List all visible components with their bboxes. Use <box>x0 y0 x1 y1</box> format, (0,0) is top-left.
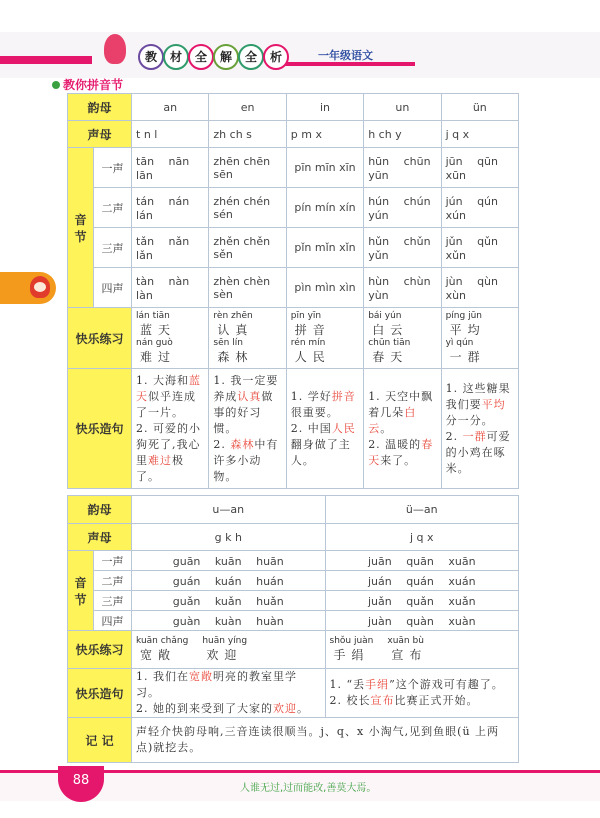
highlight-word: 宣布 <box>370 694 395 707</box>
table-row <box>68 524 519 551</box>
highlight-word: 认真 <box>237 389 262 403</box>
tone-label: 二声 <box>94 571 132 591</box>
syllable-cell: hǔn chǔn yǔn <box>364 228 441 268</box>
pinyin-table-2 <box>67 495 519 763</box>
yunmu-cell: in <box>286 94 363 121</box>
syllable-cell: hùn chùn yùn <box>364 268 441 308</box>
highlight-word: 春天 <box>368 437 434 467</box>
practice-word: kuān chǎng 宽敞 <box>136 636 189 662</box>
highlight-word: 人民 <box>331 421 356 435</box>
title-char-badge: 全 <box>238 44 264 70</box>
title-char-badge: 材 <box>163 44 189 70</box>
practice-word: chūn tiān 春天 <box>368 338 411 364</box>
syllable-cell: zhén chén sén <box>209 188 286 228</box>
practice-word: huān yíng 欢迎 <box>202 636 248 662</box>
practice-cell <box>364 308 441 369</box>
header-left-bar <box>0 56 92 64</box>
syllable-cell: zhěn chěn sěn <box>209 228 286 268</box>
table-row <box>68 148 519 188</box>
label-shengmu: 声母 <box>68 121 132 148</box>
tone-label: 四声 <box>94 611 132 631</box>
syllable-cell: jūn qūn xūn <box>441 148 518 188</box>
footer-motto: 人谁无过,过而能改,善莫大焉。 <box>240 783 377 794</box>
practice-word: pīn yīn 拼音 <box>290 311 331 337</box>
label-remember: 记 记 <box>68 718 132 763</box>
page-number: 88 <box>58 766 104 802</box>
tone-label: 二声 <box>94 188 132 228</box>
bullet-dot-icon <box>52 81 60 89</box>
label-practice: 快乐练习 <box>68 308 132 369</box>
shengmu-cell: h ch y <box>364 121 441 148</box>
practice-cell <box>325 631 519 669</box>
label-yinjie: 音 节 <box>68 148 94 308</box>
practice-word: shǒu juàn 手绢 <box>329 636 374 662</box>
syllable-cell: guán kuán huán <box>132 571 325 591</box>
highlight-word: 白云 <box>368 405 417 435</box>
table-row <box>68 551 519 571</box>
tone-label: 一声 <box>94 551 132 571</box>
practice-word: rèn zhēn 认真 <box>213 311 254 337</box>
practice-cell <box>132 308 209 369</box>
table-row <box>68 611 519 631</box>
table-row <box>68 591 519 611</box>
label-shengmu: 声母 <box>68 524 132 551</box>
label-sentences: 快乐造句 <box>68 669 132 718</box>
sentence-cell: 1. 大海和蓝天似乎连成了一片。 2. 可爱的小狗死了,我心里难过极了。 <box>132 369 209 489</box>
section-title <box>52 76 123 93</box>
practice-cell <box>286 308 363 369</box>
practice-word: bái yún 白云 <box>368 311 409 337</box>
highlight-word: 平均 <box>481 397 506 411</box>
table-row <box>68 121 519 148</box>
table-row <box>68 228 519 268</box>
tone-label: 四声 <box>94 268 132 308</box>
table-row <box>68 669 519 718</box>
yunmu-cell: un <box>364 94 441 121</box>
practice-word: xuān bù 宣布 <box>387 636 428 662</box>
syllable-cell: hūn chūn yūn <box>364 148 441 188</box>
shengmu-cell: g k h <box>132 524 325 551</box>
syllable-cell: jǔn qǔn xǔn <box>441 228 518 268</box>
shengmu-cell: p m x <box>286 121 363 148</box>
syllable-cell: tān nān lān <box>132 148 209 188</box>
syllable-cell: zhēn chēn sēn <box>209 148 286 188</box>
syllable-cell: juān quān xuān <box>325 551 519 571</box>
yunmu-cell: an <box>132 94 209 121</box>
yunmu-cell: u—an <box>132 496 325 524</box>
table-row <box>68 268 519 308</box>
table-row <box>68 188 519 228</box>
syllable-cell: guān kuān huān <box>132 551 325 571</box>
shengmu-cell: zh ch s <box>209 121 286 148</box>
syllable-cell: tán nán lán <box>132 188 209 228</box>
syllable-cell: guàn kuàn huàn <box>132 611 325 631</box>
yunmu-cell: en <box>209 94 286 121</box>
table-row <box>68 94 519 121</box>
syllable-cell: jùn qùn xùn <box>441 268 518 308</box>
practice-word: lán tiān 蓝天 <box>136 311 177 337</box>
practice-word: sēn lín 森林 <box>213 338 254 364</box>
practice-cell <box>441 308 518 369</box>
highlight-word: 宽敞 <box>189 670 214 683</box>
tone-label: 三声 <box>94 228 132 268</box>
highlight-word: 拼音 <box>331 389 356 403</box>
syllable-cell: pǐn mǐn xǐn <box>286 228 363 268</box>
highlight-word: 一群 <box>462 429 487 443</box>
syllable-cell: tàn nàn làn <box>132 268 209 308</box>
side-tab <box>0 272 56 304</box>
table-row <box>68 369 519 489</box>
table-row <box>68 571 519 591</box>
highlight-word: 森林 <box>230 437 255 451</box>
sentence-cell: 1. 天空中飘着几朵白云。 2. 温暖的春天来了。 <box>364 369 441 489</box>
label-yinjie: 音 节 <box>68 551 94 631</box>
practice-cell <box>209 308 286 369</box>
title-char-badge: 教 <box>138 44 164 70</box>
yunmu-cell: ün <box>441 94 518 121</box>
shengmu-cell: j q x <box>441 121 518 148</box>
table-row <box>68 496 519 524</box>
sentence-cell: 1. 我一定要养成认真做事的好习惯。 2. 森林中有许多小动物。 <box>209 369 286 489</box>
practice-word: píng jūn 平均 <box>445 311 486 337</box>
header-band <box>0 32 600 78</box>
practice-word: nán guò 难过 <box>136 338 177 364</box>
syllable-cell: zhèn chèn sèn <box>209 268 286 308</box>
highlight-word: 欢迎 <box>273 702 298 715</box>
label-practice: 快乐练习 <box>68 631 132 669</box>
remember-text: 声轻介快韵母响,三音连读很顺当。j、q、x 小淘气,见到鱼眼(ü 上两点)就挖去。 <box>132 718 519 763</box>
highlight-word: 难过 <box>148 453 173 467</box>
table-row <box>68 308 519 369</box>
shengmu-cell: t n l <box>132 121 209 148</box>
syllable-cell: pìn mìn xìn <box>286 268 363 308</box>
sentence-cell: 1. 我们在宽敞明亮的教室里学习。 2. 她的到来受到了大家的欢迎。 <box>132 669 325 718</box>
syllable-cell: pīn mīn xīn <box>286 148 363 188</box>
syllable-cell: juǎn quǎn xuǎn <box>325 591 519 611</box>
tone-label: 一声 <box>94 148 132 188</box>
syllable-cell: pín mín xín <box>286 188 363 228</box>
tone-label: 三声 <box>94 591 132 611</box>
label-sentences: 快乐造句 <box>68 369 132 489</box>
section-title-text: 教你拼音节 <box>63 78 124 92</box>
sentence-cell: 1. “丢手绢”这个游戏可有趣了。 2. 校长宣布比赛正式开始。 <box>325 669 519 718</box>
highlight-word: 手绢 <box>365 678 390 691</box>
table-row <box>68 631 519 669</box>
title-char-badge: 解 <box>213 44 239 70</box>
title-char-badge: 析 <box>263 44 289 70</box>
syllable-cell: tǎn nǎn lǎn <box>132 228 209 268</box>
highlight-word: 蓝天 <box>136 373 202 403</box>
sentence-cell: 1. 学好拼音很重要。 2. 中国人民翻身做了主人。 <box>286 369 363 489</box>
pinyin-table-1 <box>67 93 519 489</box>
title-char-badge: 全 <box>188 44 214 70</box>
syllable-cell: hún chún yún <box>364 188 441 228</box>
syllable-cell: guǎn kuǎn huǎn <box>132 591 325 611</box>
practice-word: rén mín 人民 <box>290 338 331 364</box>
shengmu-cell: j q x <box>325 524 519 551</box>
grade-label: 一年级语文 <box>318 49 373 62</box>
syllable-cell: juán quán xuán <box>325 571 519 591</box>
fox-mascot-icon <box>30 276 50 298</box>
label-yunmu: 韵母 <box>68 94 132 121</box>
syllable-cell: jún qún xún <box>441 188 518 228</box>
yunmu-cell: ü—an <box>325 496 519 524</box>
practice-cell <box>132 631 325 669</box>
label-yunmu: 韵母 <box>68 496 132 524</box>
table-row <box>68 718 519 763</box>
sentence-cell: 1. 这些糖果我们要平均分一分。 2. 一群可爱的小鸡在啄米。 <box>441 369 518 489</box>
mascot-girl-icon <box>104 34 126 64</box>
practice-word: yì qún 一群 <box>445 338 486 364</box>
syllable-cell: juàn quàn xuàn <box>325 611 519 631</box>
